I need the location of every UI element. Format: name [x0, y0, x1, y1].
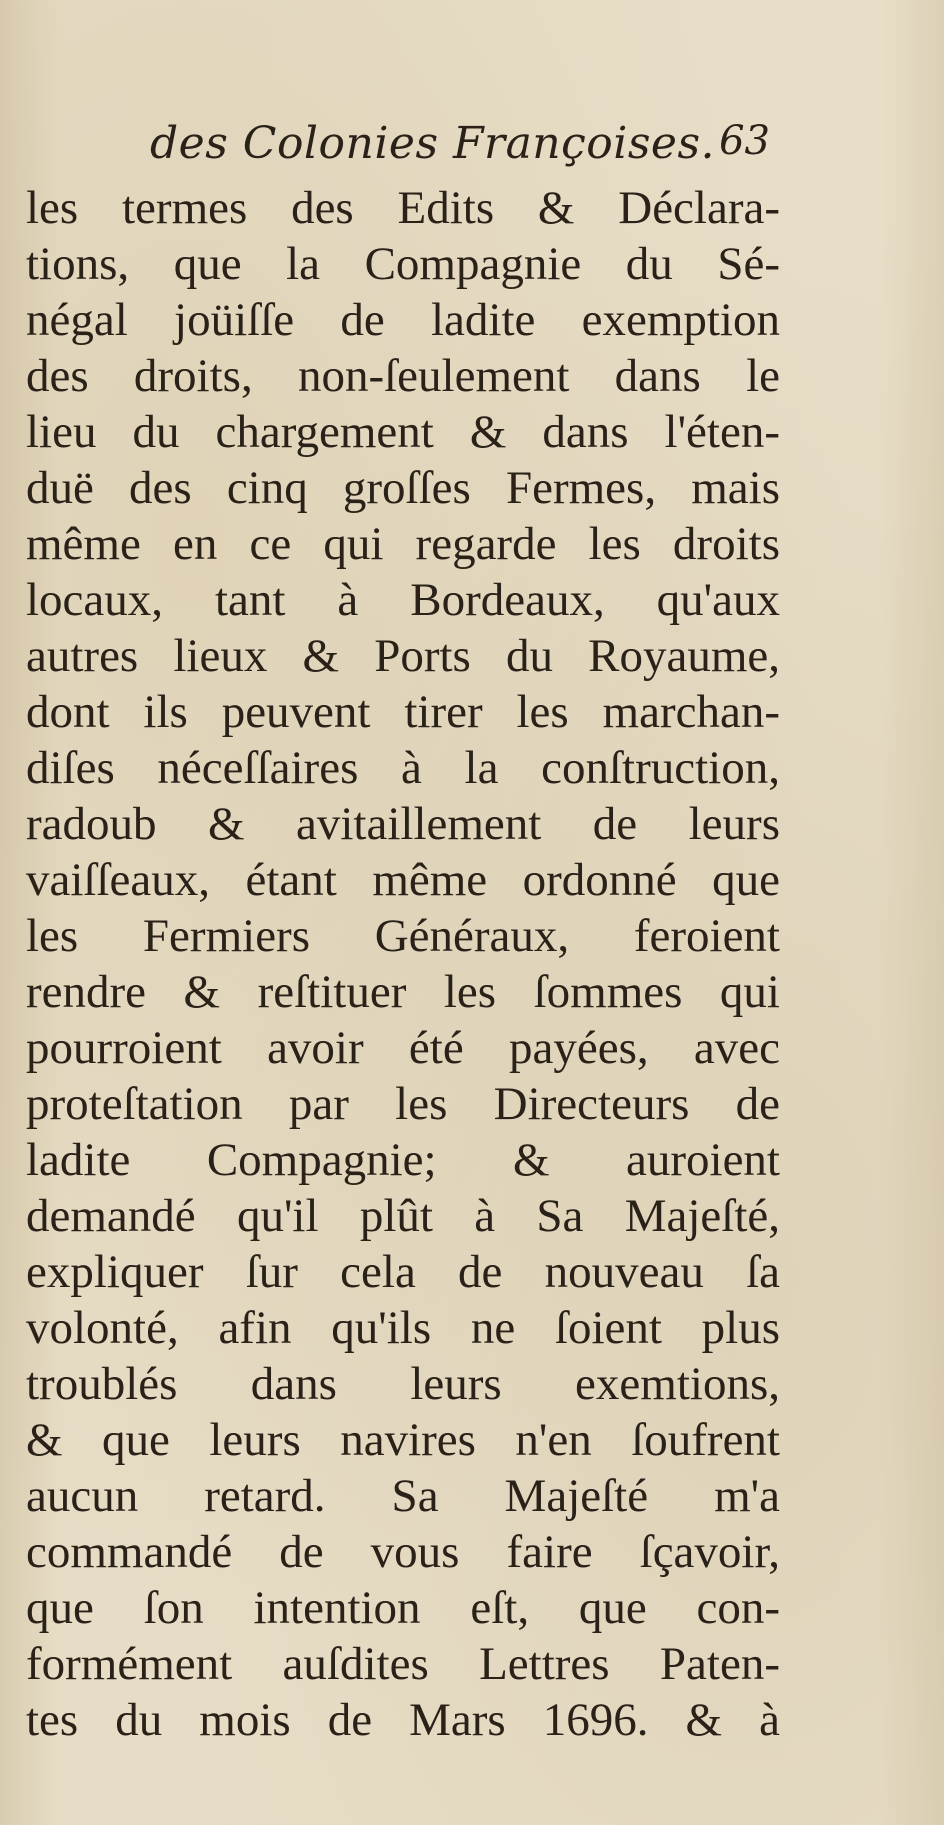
text-line: les termes des Edits & Déclara- [26, 182, 780, 234]
text-line: expliquer ſur cela de nouveau ſa [26, 1246, 780, 1298]
text-line: formément auſdites Lettres Paten- [26, 1638, 780, 1690]
text-line: des droits, non-ſeulement dans le [26, 350, 780, 402]
text-line: duë des cinq groſſes Fermes, mais [26, 462, 780, 514]
text-line: lieu du chargement & dans l'éten- [26, 406, 780, 458]
text-line: autres lieux & Ports du Royaume, [26, 630, 780, 682]
text-line: troublés dans leurs exemtions, [26, 1358, 780, 1410]
text-line: rendre & reſtituer les ſommes qui [26, 966, 780, 1018]
text-line: négal joüiſſe de ladite exemption [26, 294, 780, 346]
text-line: les Fermiers Généraux, feroient [26, 910, 780, 962]
text-line: vaiſſeaux, étant même ordonné que [26, 854, 780, 906]
page-number: 63 [719, 118, 770, 164]
text-line: que ſon intention eſt, que con- [26, 1582, 780, 1634]
body-text [26, 180, 780, 1748]
running-title: des Colonies Françoises. [150, 118, 716, 169]
text-line: dont ils peuvent tirer les marchan- [26, 686, 780, 738]
text-line: proteſtation par les Directeurs de [26, 1078, 780, 1130]
text-line: ladite Compagnie; & auroient [26, 1134, 780, 1186]
text-line: tes du mois de Mars 1696. & à [26, 1694, 780, 1746]
text-line: locaux, tant à Bordeaux, qu'aux [26, 574, 780, 626]
text-line: commandé de vous faire ſçavoir, [26, 1526, 780, 1578]
text-line: & que leurs navires n'en ſoufrent [26, 1414, 780, 1466]
text-line: radoub & avitaillement de leurs [26, 798, 780, 850]
running-head [150, 118, 770, 178]
text-line: volonté, afin qu'ils ne ſoient plus [26, 1302, 780, 1354]
text-line: diſes néceſſaires à la conſtruction, [26, 742, 780, 794]
text-line: aucun retard. Sa Majeſté m'a [26, 1470, 780, 1522]
text-line: demandé qu'il plût à Sa Majeſté, [26, 1190, 780, 1242]
text-line: tions, que la Compagnie du Sé- [26, 238, 780, 290]
text-line: même en ce qui regarde les droits [26, 518, 780, 570]
text-line: pourroient avoir été payées, avec [26, 1022, 780, 1074]
